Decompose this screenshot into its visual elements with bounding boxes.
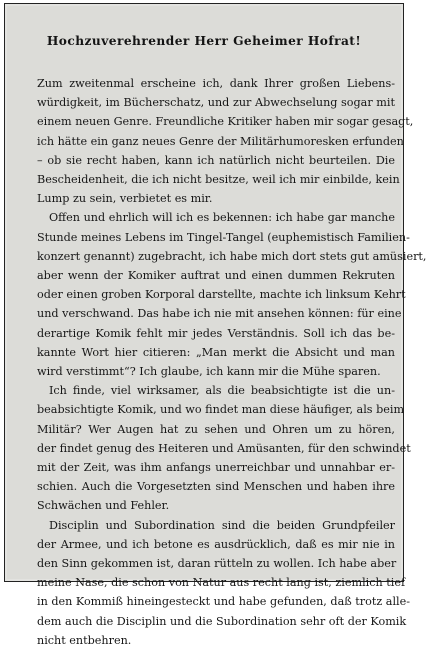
- text-line: Stunde meines Lebens im Tingel-Tangel (euphemistisch Familien-: [37, 230, 410, 244]
- text-line: aber wenn der Komiker auftrat und einen dummen Rekruten: [37, 269, 395, 283]
- page-content: [7, 6, 426, 647]
- text-line: nicht entbehren.: [37, 633, 132, 647]
- text-line: schien. Auch die Vorgesetzten sind Menschen und haben ihre: [37, 480, 395, 494]
- letter-body: [37, 74, 426, 650]
- text-line: der findet genug des Heiteren und Amüsanten, für den schwindet: [37, 441, 411, 455]
- text-line: Lump zu sein, verbietet es mir.: [37, 192, 213, 206]
- text-line: den Sinn gekommen ist, daran rütteln zu wollen. Ich habe aber: [37, 557, 397, 571]
- text-line: Offen und ehrlich will ich es bekennen: ich habe gar manche: [49, 211, 395, 225]
- text-line: Militär? Wer Augen hat zu sehen und Ohren um zu hören,: [37, 422, 395, 436]
- salutation: Hochzuverehrender Herr Geheimer Hofrat!: [46, 34, 362, 48]
- text-line: meine Nase, die schon von Natur aus recht lang ist, ziemlich tief: [37, 576, 406, 590]
- text-line: derartige Komik fehlt mir jedes Verständnis. Soll ich das be-: [37, 326, 395, 340]
- text-line: würdigkeit, im Bücherschatz, und zur Abwechselung sogar mit: [37, 96, 395, 110]
- text-line: beabsichtigte Komik, und wo findet man diese häufiger, als beim: [37, 403, 405, 417]
- text-line: in den Kommiß hineingesteckt und habe gefunden, daß trotz alle-: [37, 595, 411, 609]
- text-line: konzert genannt) zugebracht, ich habe mich dort stets gut amüsiert,: [37, 249, 426, 263]
- text-line: mit der Zeit, was ihm anfangs unerreichbar und unnahbar er-: [37, 461, 395, 475]
- text-line: und verschwand. Das habe ich nie mit ansehen können: für eine: [37, 307, 402, 321]
- text-line: kannte Wort hier citieren: „Man merkt die Absicht und man: [37, 345, 395, 359]
- text-line: Schwächen und Fehler.: [37, 499, 170, 513]
- text-line: Bescheidenheit, die ich nicht besitze, weil ich mir einbilde, kein: [37, 173, 400, 187]
- scanned-page: [4, 3, 426, 647]
- text-line: ich hätte ein ganz neues Genre der Militärhumoresken erfunden: [37, 134, 404, 148]
- text-line: der Armee, und ich betone es ausdrücklich, daß es mir nie in: [37, 537, 395, 551]
- text-line: dem auch die Disciplin und die Subordination sehr oft der Komik: [37, 614, 407, 628]
- text-line: wird verstimmt“? Ich glaube, ich kann mir die Mühe sparen.: [37, 365, 381, 379]
- text-line: – ob sie recht haben, kann ich natürlich nicht beurteilen. Die: [37, 153, 395, 167]
- text-line: einem neuen Genre. Freundliche Kritiker haben mir sogar gesagt,: [37, 115, 414, 129]
- text-line: Ich finde, viel wirksamer, als die beabsichtigte ist die un-: [49, 384, 395, 398]
- text-line: Disciplin und Subordination sind die beiden Grundpfeiler: [49, 518, 395, 532]
- text-line: Zum zweitenmal erscheine ich, dank Ihrer großen Liebens-: [37, 77, 395, 90]
- text-line: oder einen groben Korporal darstellte, machte ich linksum Kehrt: [37, 288, 406, 302]
